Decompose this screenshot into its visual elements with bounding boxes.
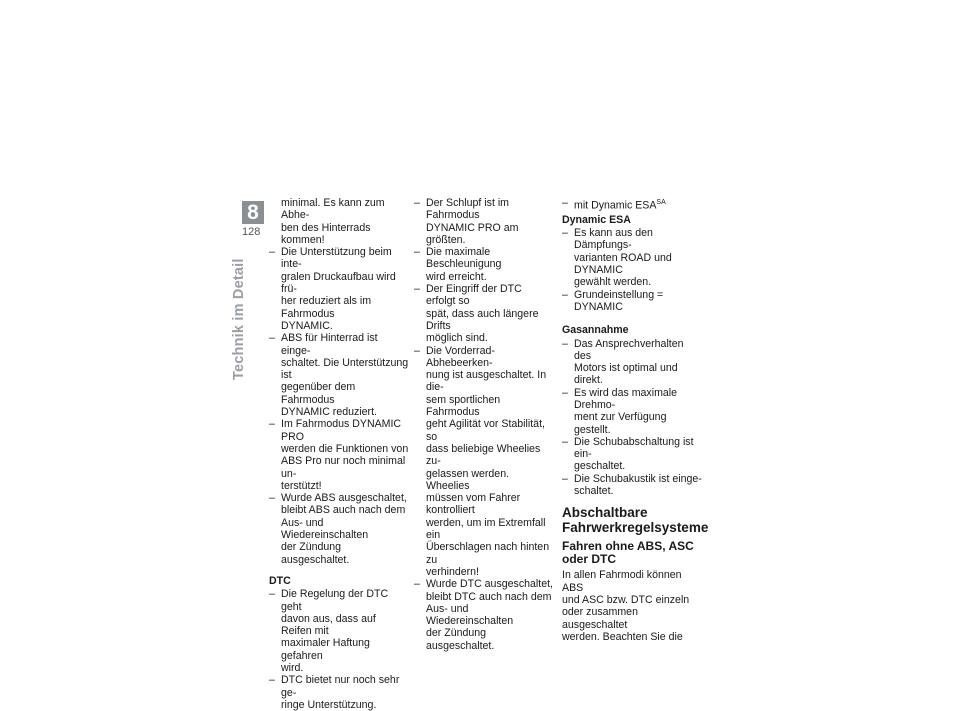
- list-item: [414, 578, 554, 652]
- list-item: [562, 289, 702, 314]
- dash: –: [414, 344, 420, 357]
- list-item-text: Die Schubabschaltung ist ein- geschaltet.: [574, 435, 694, 473]
- dash: –: [414, 197, 420, 209]
- list-item-text: Die Schubakustik ist einge- schaltet.: [574, 472, 702, 498]
- dash: –: [562, 288, 568, 301]
- list-item: [562, 387, 702, 436]
- list-item-text: Grundeinstellung = DYNAMIC: [574, 288, 664, 313]
- list-item-text: Es kann aus den Dämpfungs- varianten ROAD und DYNAMIC gewählt werden.: [574, 227, 672, 289]
- list-item-text: mit Dynamic ESA: [574, 199, 657, 212]
- continued-text: minimal. Es kann zum Abhe- ben des Hinterrads kommen!: [281, 197, 385, 246]
- list-item-text: Es wird das maximale Drehmo- ment zur Verfügung gestellt.: [574, 386, 678, 436]
- list-item: [414, 345, 554, 579]
- list-item: [562, 338, 702, 387]
- list-item: [414, 283, 554, 344]
- list-item: [414, 197, 554, 246]
- dash: –: [269, 674, 275, 687]
- dash: –: [269, 418, 275, 431]
- chapter-title: Technik im Detail: [231, 258, 247, 380]
- list-item: [562, 436, 702, 473]
- list-item-text: Im Fahrmodus DYNAMIC PRO werden die Funktionen von ABS Pro nur noch minimal un- terstützt!: [281, 418, 409, 492]
- list-item-text: Der Schlupf ist im Fahrmodus DYNAMIC PRO am größten.: [426, 197, 519, 246]
- sub-heading: Fahren ohne ABS, ASC oder DTC: [562, 539, 694, 566]
- list-item: [562, 197, 702, 212]
- dash: –: [562, 227, 568, 240]
- dash: –: [414, 283, 420, 296]
- chapter-number: 8: [247, 201, 259, 224]
- column-1: [269, 197, 409, 711]
- list-item: [269, 674, 409, 711]
- list-item-text: Die maximale Beschleunigung wird erreicht.: [426, 246, 502, 283]
- column-3: [562, 197, 709, 643]
- list-item-text: Die Regelung der DTC geht davon aus, dass auf Reifen mit maximaler Haftung gefahren wird.: [281, 588, 389, 674]
- dash: –: [269, 246, 275, 259]
- list-item: [562, 473, 702, 498]
- list-item: [269, 332, 409, 418]
- list-item-text: Das Ansprechverhalten des Motors ist optimal und direkt.: [574, 337, 684, 387]
- list-item-text: Wurde ABS ausgeschaltet, bleibt ABS auch nach dem Aus- und Wiedereinschalten der Zündung ausgeschaltet.: [281, 492, 407, 566]
- dash: –: [562, 435, 568, 448]
- dash: –: [562, 337, 568, 350]
- dash: –: [269, 588, 275, 601]
- dash: –: [269, 332, 275, 345]
- list-item: [269, 246, 409, 332]
- list-item: [269, 588, 409, 674]
- list-item: [269, 492, 409, 566]
- chapter-number-tab: [242, 201, 264, 224]
- body-paragraph: In allen Fahrmodi können ABS und ASC bzw. DTC einzeln oder zusammen ausgeschaltet werden. Beachten Sie die: [562, 569, 690, 643]
- dtc-heading: DTC: [269, 574, 291, 587]
- list-item-text: Der Eingriff der DTC erfolgt so spät, dass auch längere Drifts möglich sind.: [426, 283, 539, 345]
- list-item-text: Die Unterstützung beim inte- gralen Druckaufbau wird frü- her reduziert als im Fahrmodus DYNAMIC.: [281, 246, 396, 332]
- gas-heading: Gasannahme: [562, 324, 629, 337]
- dash: –: [562, 197, 568, 209]
- dash: –: [414, 246, 420, 259]
- list-item-text: DTC bietet nur noch sehr ge- ringe Unterstützung.: [281, 674, 400, 711]
- dash: –: [269, 492, 275, 505]
- list-item-text: Wurde DTC ausgeschaltet, bleibt DTC auch nach dem Aus- und Wiedereinschalten der Zündung ausgeschaltet.: [426, 578, 553, 652]
- dash: –: [562, 386, 568, 399]
- section-heading: Abschaltbare Fahrwerkregelsysteme: [562, 505, 709, 535]
- column-2: [414, 197, 554, 652]
- list-item: [269, 418, 409, 492]
- list-item-text: ABS für Hinterrad ist einge- schaltet. Die Unterstützung ist gegenüber dem Fahrmodus DYNAMIC reduziert.: [281, 332, 409, 419]
- dash: –: [562, 472, 568, 485]
- list-item: [414, 246, 554, 283]
- page-number: 128: [242, 226, 261, 238]
- esa-heading: Dynamic ESA: [562, 213, 631, 226]
- list-item: [562, 227, 702, 288]
- list-item-text: Die Vorderrad-Abhebeerken- nung ist ausgeschaltet. In die- sem sportlichen Fahrmodus geht Agilität vor Stabilität, so dass beliebige Wheelies zu- gelassen werden. Wheelies müssen vom Fahrer kontrolliert werden, um im Extremfall ein Überschlagen nach hinten zu verhindern!: [426, 344, 550, 578]
- dash: –: [414, 578, 420, 591]
- sa-superscript: SA: [656, 199, 666, 206]
